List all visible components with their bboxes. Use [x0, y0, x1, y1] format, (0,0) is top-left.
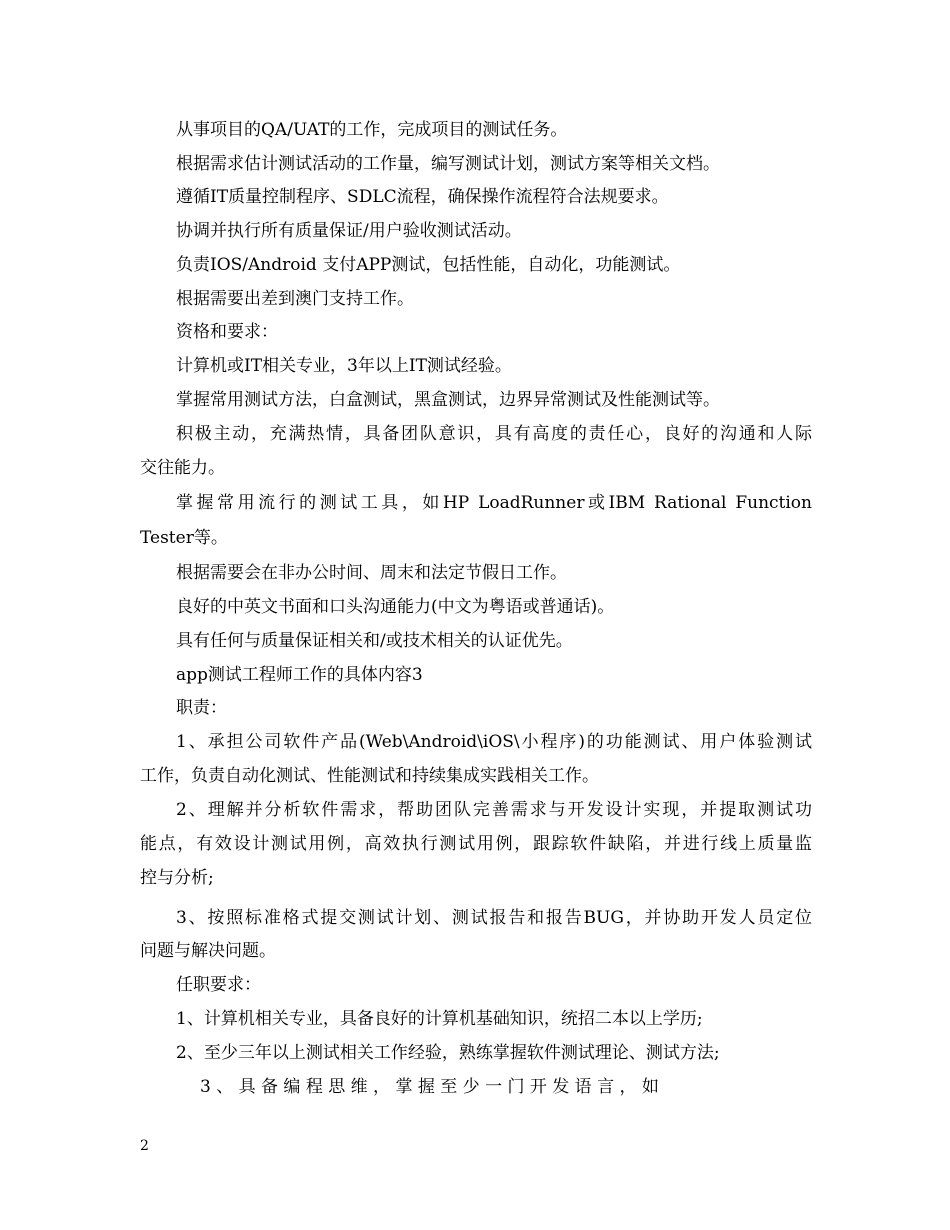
paragraph-line: 控与分析;: [140, 868, 214, 888]
paragraph-line: 3 、 具 备 编 程 思 维 ， 掌 握 至 少 一 门 开 发 语 言 ， 如: [200, 1077, 659, 1097]
paragraph-line: 3、按照标准格式提交测试计划、测试报告和报告BUG，并协助开发人员定位: [176, 908, 812, 928]
paragraph-line: 良好的中英文书面和口头沟通能力(中文为粤语或普通话)。: [176, 597, 615, 617]
section-heading: app测试工程师工作的具体内容3: [176, 665, 423, 685]
paragraph-line: 2、至少三年以上测试相关工作经验，熟练掌握软件测试理论、测试方法;: [176, 1043, 720, 1063]
paragraph-line: 交往能力。: [140, 458, 225, 478]
paragraph-line: 1、承担公司软件产品(Web\Android\iOS\小程序)的功能测试、用户体验测试: [176, 732, 812, 752]
paragraph-line: 具有任何与质量保证相关和/或技术相关的认证优先。: [176, 631, 573, 651]
section-heading: 任职要求：: [176, 975, 261, 995]
paragraph-line: 能点，有效设计测试用例，高效执行测试用例，跟踪软件缺陷，并进行线上质量监: [140, 834, 812, 854]
paragraph-line: 工作，负责自动化测试、性能测试和持续集成实践相关工作。: [140, 766, 599, 786]
paragraph-line: 掌握常用测试方法，白盒测试，黑盒测试，边界异常测试及性能测试等。: [176, 390, 720, 410]
paragraph-line: 根据需要会在非办公时间、周末和法定节假日工作。: [176, 563, 567, 583]
paragraph-line: 从事项目的QA/UAT的工作，完成项目的测试任务。: [176, 120, 568, 140]
paragraph-line: 积极主动，充满热情，具备团队意识，具有高度的责任心，良好的沟通和人际: [176, 424, 812, 444]
section-heading: 资格和要求：: [176, 322, 278, 342]
paragraph-line: 1、计算机相关专业，具备良好的计算机基础知识，统招二本以上学历;: [176, 1009, 703, 1029]
paragraph-line: 根据需求估计测试活动的工作量，编写测试计划，测试方案等相关文档。: [176, 154, 720, 174]
paragraph-line: 2、理解并分析软件需求，帮助团队完善需求与开发设计实现，并提取测试功: [176, 800, 812, 820]
paragraph-line: Tester等。: [140, 528, 228, 548]
paragraph-line: 掌握常用流行的测试工具，如HP LoadRunner或IBM Rational Function: [176, 493, 812, 513]
paragraph-line: 协调并执行所有质量保证/用户验收测试活动。: [176, 221, 522, 241]
section-heading: 职责：: [176, 698, 227, 718]
paragraph-line: 问题与解决问题。: [140, 941, 276, 961]
paragraph-line: 遵循IT质量控制程序、SDLC流程，确保操作流程符合法规要求。: [176, 187, 669, 207]
paragraph-line: 计算机或IT相关专业，3年以上IT测试经验。: [176, 356, 512, 376]
paragraph-line: 负责IOS/Android 支付APP测试，包括性能，自动化，功能测试。: [176, 255, 681, 275]
page-number: 2: [140, 1138, 149, 1154]
paragraph-line: 根据需要出差到澳门支持工作。: [176, 289, 414, 309]
